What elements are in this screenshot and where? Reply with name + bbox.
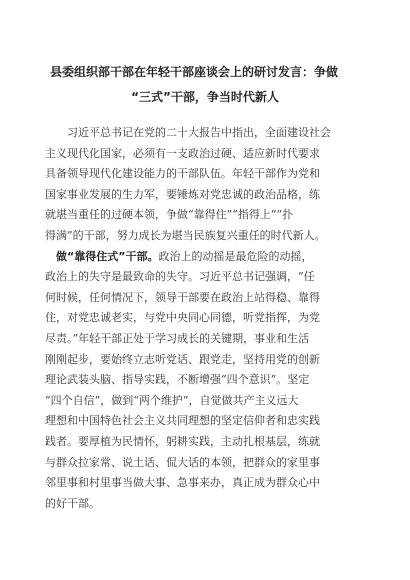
text-line: 邻里事和村里事当做大事、急事来办，真正成为群众心中 — [45, 476, 320, 490]
text-line: 主义现代化国家，必须有一支政治过硬、适应新时代要求 — [45, 146, 320, 160]
title-line-1: 县委组织部干部在年轻干部座谈会上的研讨发言：争做 — [50, 65, 339, 79]
text-line: 国家事业发展的生力军，要锤炼对党忠诚的政治品格，练 — [45, 187, 320, 201]
text-line: 住，对党忠诚老实，与党中央同心同德，听党指挥，为党 — [45, 311, 320, 325]
title-line-2: “三式”干部，争当时代新人 — [131, 90, 279, 104]
paragraph-heading: 做“靠得住式”干部。 — [56, 249, 159, 263]
text-line: 尽责。”年轻干部正处于学习成长的关键期，事业和生活 — [45, 331, 310, 345]
text-line: 习近平总书记在党的二十大报告中指出，全面建设社会 — [67, 126, 331, 139]
text-line: 与群众拉家常、说土话、侃大话的本领，把群众的家里事 — [45, 455, 320, 469]
text-line: 的好干部。 — [45, 496, 100, 510]
text-line: 何时候，任何情况下，领导干部要在政治上站得稳、靠得 — [45, 290, 320, 304]
text-line: 刚刚起步，要始终立志听党话、跟党走，坚持用党的创新 — [45, 352, 320, 366]
text-line: 理论武装头脑、指导实践，不断增强“四个意识”。坚定 — [45, 373, 310, 387]
text-line: 理想和中国特色社会主义共同理想的坚定信仰者和忠实践 — [45, 414, 320, 428]
text-line: 具备领导现代化建设能力的干部队伍。年轻干部作为党和 — [45, 167, 320, 181]
text-line: “四个自信”，做到“两个维护”，自觉做共产主义远大 — [45, 393, 299, 407]
text-line: 得满”的干部，努力成长为堪当民族复兴重任的时代新人。 — [45, 228, 326, 242]
text-span: 政治上的动摇是最危险的动摇， — [158, 249, 313, 263]
paragraph-2 — [45, 247, 365, 515]
text-line: 践者。要厚植为民情怀，躬耕实践，主动扎根基层，练就 — [45, 434, 320, 448]
text-line: 政治上的失守是最致命的失守。习近平总书记强调，“任 — [45, 270, 315, 284]
paragraph-1 — [45, 123, 365, 247]
text-line: 就堪当重任的过硬本领，争做“靠得住”“指得上”“扑 — [45, 208, 294, 222]
document-title — [50, 60, 360, 110]
text-line — [45, 247, 365, 268]
document-body — [45, 123, 365, 514]
